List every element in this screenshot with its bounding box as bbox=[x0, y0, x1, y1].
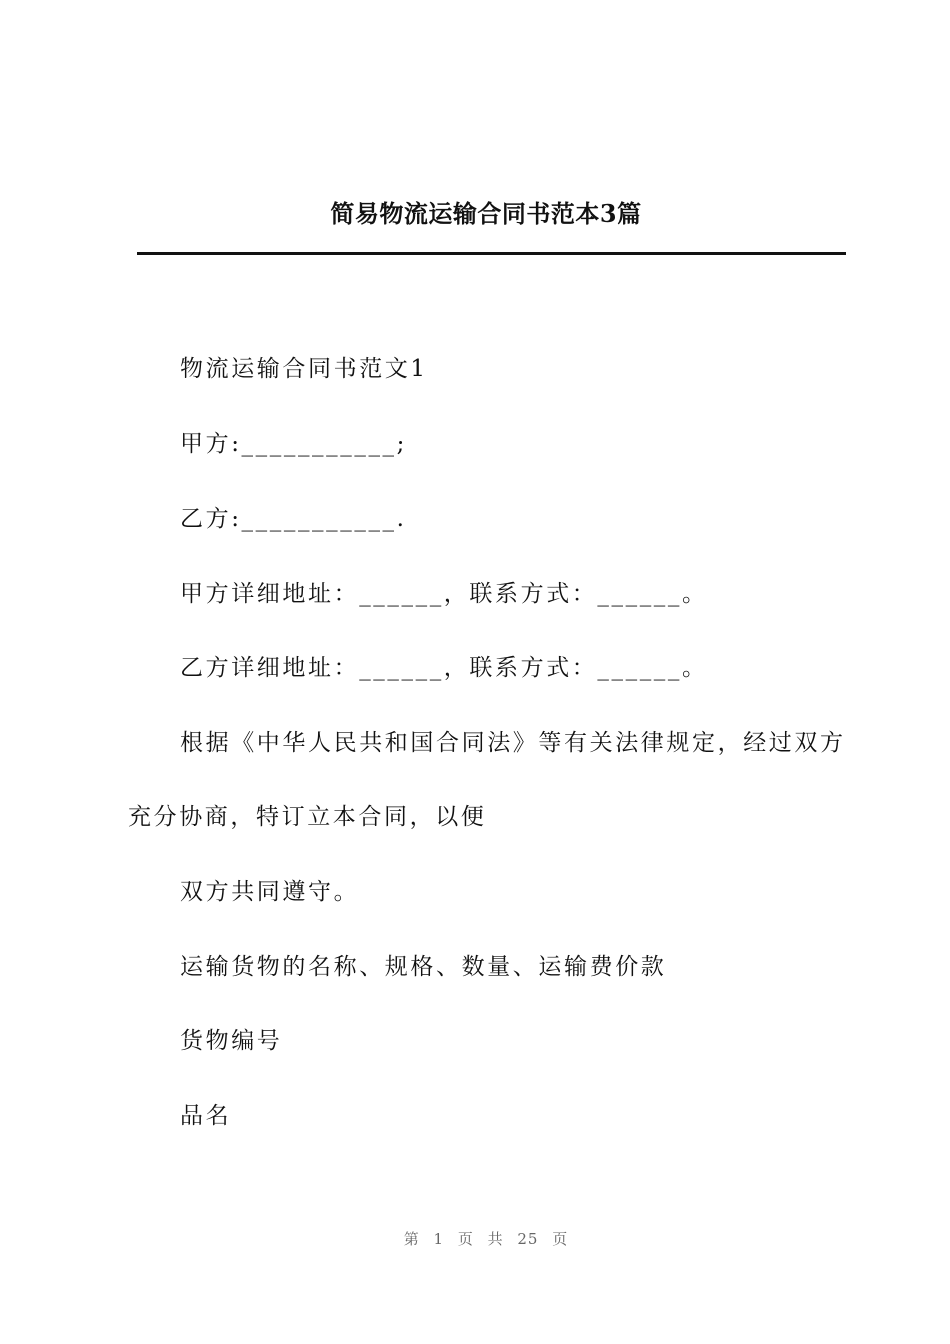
paragraph-section-heading: 物流运输合同书范文1 bbox=[180, 356, 428, 382]
paragraph-legal-basis-continued: 充分协商，特订立本合同，以便 bbox=[128, 804, 487, 830]
document-title: 简易物流运输合同书范本3篇 bbox=[330, 199, 642, 228]
paragraph-product-name: 品名 bbox=[180, 1103, 232, 1129]
paragraph-party-a-address: 甲方详细地址：______，联系方式：______。 bbox=[180, 581, 708, 607]
paragraph-legal-basis: 根据《中华人民共和国合同法》等有关法律规定，经过双方 bbox=[180, 730, 846, 756]
title-underline bbox=[137, 252, 846, 255]
paragraph-party-b: 乙方:___________. bbox=[180, 506, 407, 532]
paragraph-goods-number: 货物编号 bbox=[180, 1028, 283, 1054]
paragraph-party-b-address: 乙方详细地址：______，联系方式：______。 bbox=[180, 655, 708, 681]
paragraph-party-a: 甲方:___________; bbox=[180, 431, 407, 457]
paragraph-goods-heading: 运输货物的名称、规格、数量、运输费价款 bbox=[180, 954, 667, 980]
paragraph-mutual-compliance: 双方共同遵守。 bbox=[180, 879, 360, 905]
page-number-footer: 第 1 页 共 25 页 bbox=[403, 1230, 569, 1248]
